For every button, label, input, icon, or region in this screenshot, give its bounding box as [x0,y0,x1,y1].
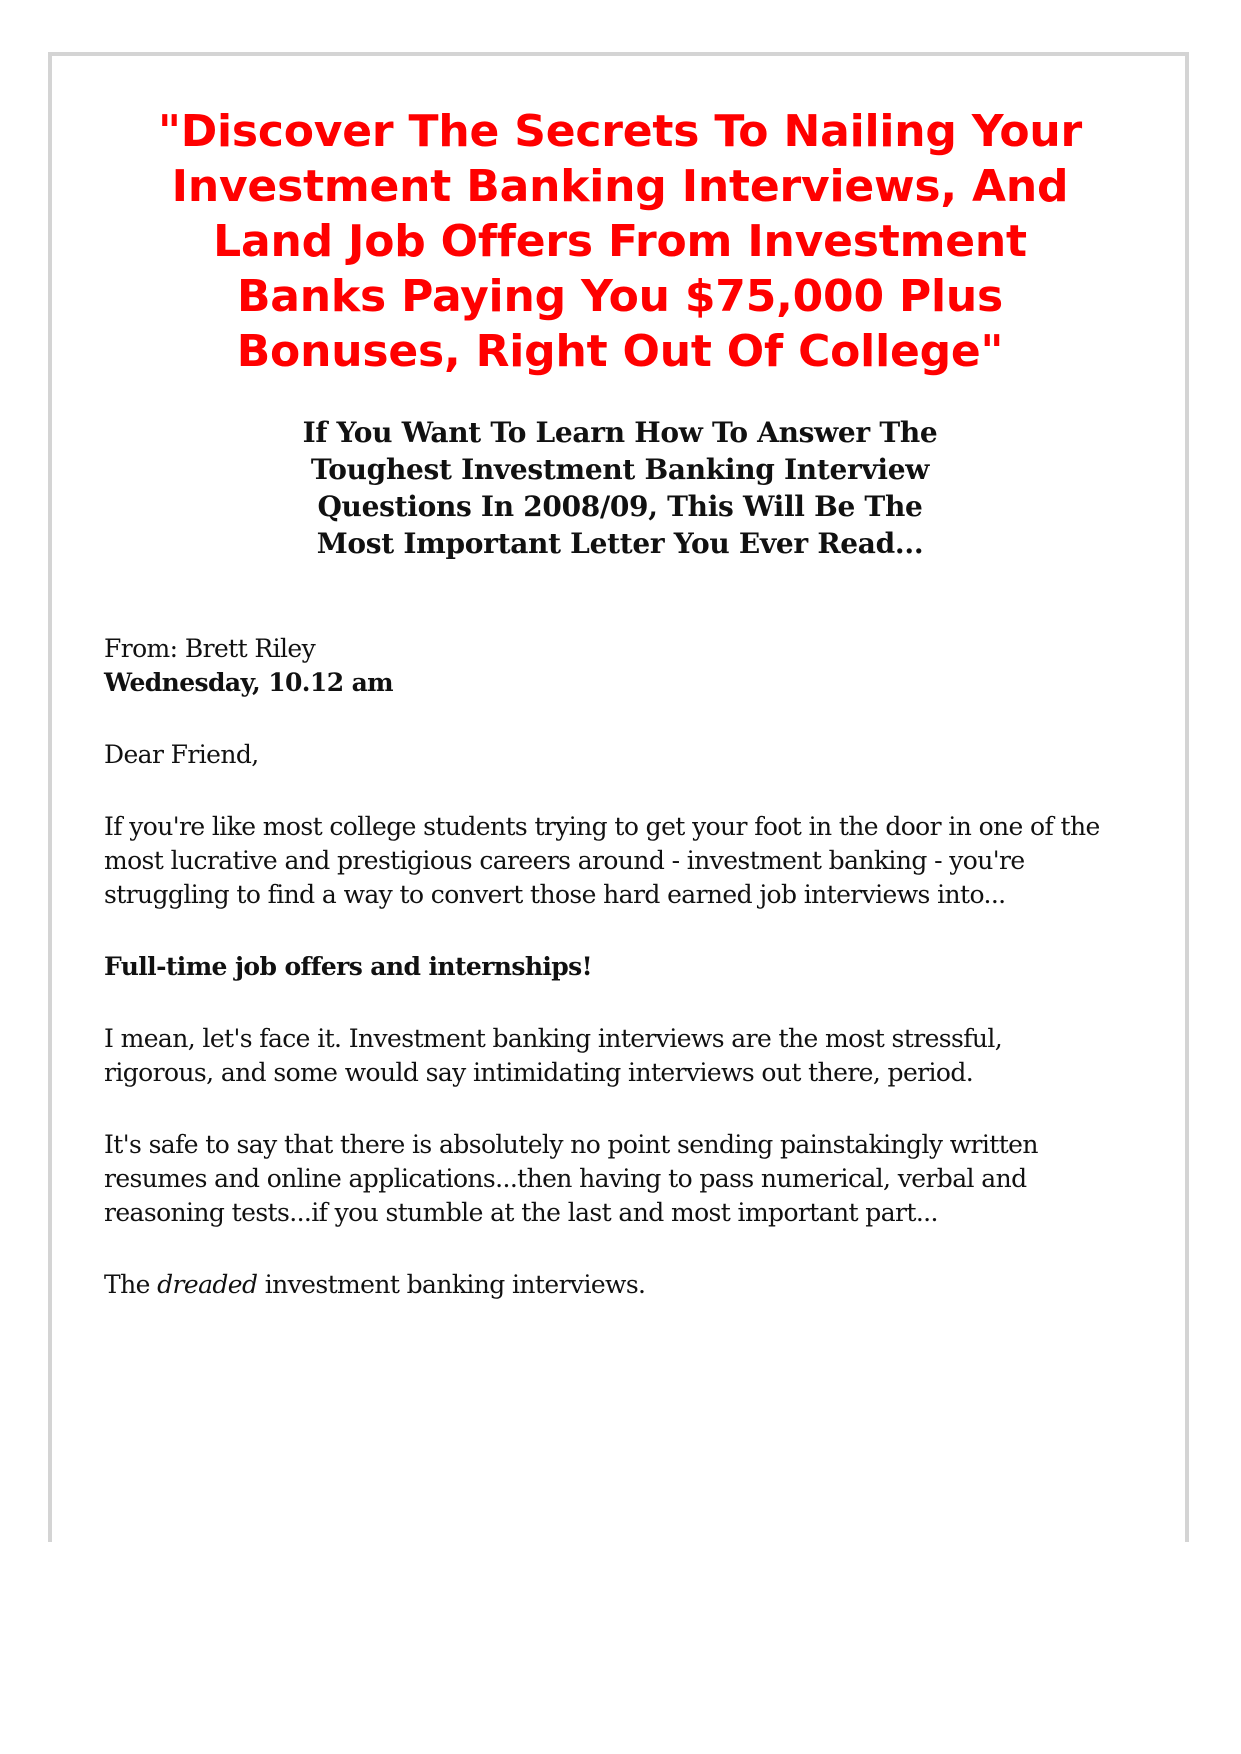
headline-line: Bonuses, Right Out Of College" [236,326,1004,377]
paragraph-line: It's safe to say that there is absolutely no point sending painstakingly written [104,1130,1038,1159]
paragraph-line: struggling to find a way to convert those hard earned job interviews into... [104,880,1006,909]
paragraph-intro [104,810,1144,912]
headline-line: Investment Banking Interviews, And [171,161,1069,212]
paragraph-line: I mean, let's face it. Investment banking interviews are the most stressful, [104,1024,1003,1053]
paragraph-line: If you're like most college students trying to get your foot in the door in one of the [104,812,1100,841]
headline-line: Land Job Offers From Investment [213,216,1027,267]
closing-emphasis: dreaded [157,1270,258,1299]
sender-line: From: Brett Riley [104,634,316,663]
subheadline-line: Questions In 2008/09, This Will Be The [317,490,923,523]
paragraph-line: rigorous, and some would say intimidating interviews out there, period. [104,1058,974,1087]
paragraph-line: reasoning tests...if you stumble at the last and most important part... [104,1198,938,1227]
subheadline-line: Toughest Investment Banking Interview [310,453,930,486]
closing-text-after: investment banking interviews. [257,1270,646,1299]
paragraph-stress [104,1022,1144,1090]
headline [150,104,1090,379]
headline-line: "Discover The Secrets To Nailing Your [157,106,1083,157]
closing-line [104,1268,1144,1302]
subheadline-line: Most Important Letter You Ever Read... [316,527,924,560]
subheadline-line: If You Want To Learn How To Answer The [302,416,938,449]
closing-text-before: The [104,1270,158,1299]
greeting: Dear Friend, [104,740,259,769]
paragraph-line: resumes and online applications...then having to pass numerical, verbal and [104,1164,1027,1193]
headline-line: Banks Paying You $75,000 Plus [236,271,1004,322]
paragraph-line: most lucrative and prestigious careers around - investment banking - you're [104,846,1025,875]
date-line: Wednesday, 10.12 am [104,668,394,697]
paragraph-applications [104,1128,1144,1230]
emphasis-line: Full-time job offers and internships! [104,952,593,981]
subheadline [250,414,990,562]
